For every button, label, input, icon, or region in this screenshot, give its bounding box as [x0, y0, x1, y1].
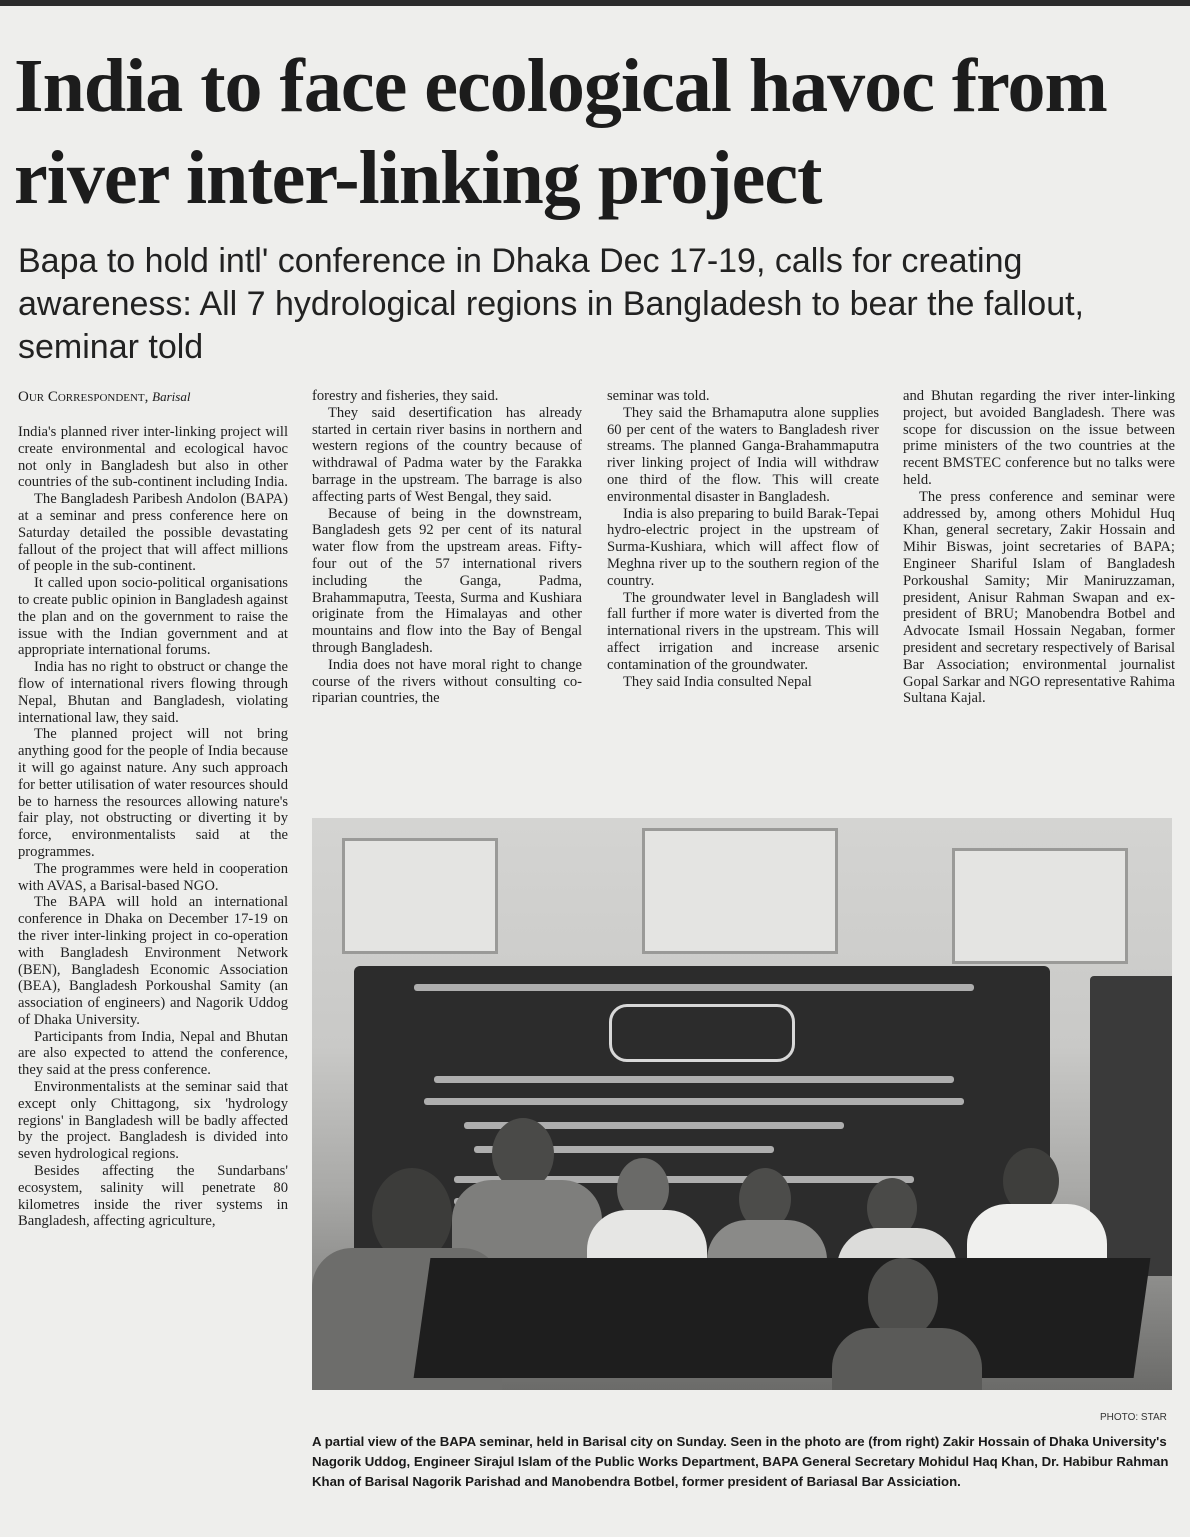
paragraph: The press conference and seminar were addressed by, among others Mohidul Huq Khan, general secretary, Zakir Hossain and Mihir Biswas, joint secretaries of BAPA; Engineer Shariful Islam of Bangladesh Porkoushal Samity; Mir Maniruzzaman, president, Anisur Rahman Swapan and ex-president of BRU; Manobendra Botbel and Advocate Ismail Hossain Negaban, former president and secretary respectively of Barisal Bar Association; environmental journalist Gopal Sarkar and NGO representative Rahima Sultana Kajal.: [903, 488, 1175, 707]
byline: [18, 388, 293, 406]
article-column-2: [312, 388, 582, 707]
paragraph: Besides affecting the Sundarbans' ecosystem, salinity will penetrate 80 kilometres inside the river systems in Bangladesh, affecting agriculture,: [18, 1163, 288, 1230]
paragraph: seminar was told.: [607, 388, 710, 404]
photo-credit: PHOTO: STAR: [1100, 1412, 1167, 1423]
photo-caption: A partial view of the BAPA seminar, held in Barisal city on Sunday. Seen in the photo are (from right) Zakir Hossain of Dhaka University's Nagorik Uddog, Engineer Sirajul Islam of the Public Works Department, BAPA General Secretary Mohidul Haq Khan, Dr. Habibur Rahman Khan of Barisal Nagorik Parishad and Manobendra Botbel, former president of Bariasal Bar Assiciation.: [312, 1434, 1169, 1489]
paragraph: and Bhutan regarding the river inter-linking project, but avoided Bangladesh. There was scope for discussion on the issue between prime ministers of the two countries at the recent BMSTEC conference but no talks were held.: [903, 388, 1175, 488]
window: [342, 838, 498, 954]
paragraph: forestry and fisheries, they said.: [312, 388, 499, 404]
paragraph: They said the Brhamaputra alone supplies 60 per cent of the waters to Bangladesh river streams. The planned Ganga-Brahammaputra river linking project of India will withdraw one third of the flow. This will create environmental disaster in Bangladesh.: [607, 404, 879, 505]
headline: India to face ecological havoc from river inter-linking project: [14, 44, 1107, 220]
paragraph: India's planned river inter-linking project will create environmental and ecological havoc not only in Bangladesh but also in other countries of the sub-continent including India.: [18, 424, 288, 491]
banner-title: [609, 1004, 795, 1062]
top-rule: [0, 0, 1190, 6]
window: [642, 828, 838, 954]
paragraph: The programmes were held in cooperation with AVAS, a Barisal-based NGO.: [18, 860, 288, 894]
paragraph: India does not have moral right to change course of the rivers without consulting co-riparian countries, the: [312, 656, 582, 707]
paragraph: Because of being in the downstream, Bangladesh gets 92 per cent of its natural water flow from the upstream areas. Fifty-four out of the 57 international rivers including the Ganga, Padma, Brahammaputra, Teesta, Surma and Kushiara originate from the Himalayas and other mountains and flow into the Bay of Bengal through Bangladesh.: [312, 505, 582, 656]
seminar-photo: [312, 818, 1172, 1390]
paragraph: The BAPA will hold an international conference in Dhaka on December 17-19 on the river inter-linking project in co-operation with Bangladesh Environment Network (BEN), Bangladesh Economic Association (BEA), Bangladesh Porkoushal Samity (an association of engineers) and Nagorik Uddog of Dhaka University.: [18, 894, 288, 1028]
paragraph: Participants from India, Nepal and Bhutan are also expected to attend the conference, they said at the press conference.: [18, 1028, 288, 1079]
paragraph: The planned project will not bring anything good for the people of India because it will go against nature. Any such approach for better utilisation of water resources should be to harness the resources allowing nature's fair play, not obstructing or diverting it by force, environmentalists said at the programmes.: [18, 726, 288, 860]
paragraph: The Bangladesh Paribesh Andolon (BAPA) at a seminar and press conference here on Saturday detailed the possible devastating fallout of the project that will affect millions of people in the sub-continent.: [18, 491, 288, 575]
article-column-3: [607, 388, 879, 690]
paragraph: They said India consulted Nepal: [623, 673, 812, 690]
paragraph: India has no right to obstruct or change the flow of international rivers flowing through Nepal, Bhutan and Bangladesh, violating international law, they said.: [18, 659, 288, 726]
paragraph: They said desertification has already started in certain river basins in northern and western regions of the country because of withdrawal of Padma water by the Farakka barrage in the upstream. The barrage is also affecting parts of West Bengal, they said.: [312, 404, 582, 505]
window: [952, 848, 1128, 964]
paragraph: It called upon socio-political organisations to create public opinion in Bangladesh against the plan and on the government to raise the issue with the Indian government and at appropriate international forums.: [18, 575, 288, 659]
article-column-4: [903, 388, 1175, 707]
paragraph: The groundwater level in Bangladesh will fall further if more water is diverted from the international rivers in the upstream. This will affect irrigation and increase arsenic contamination of the groundwater.: [607, 589, 879, 673]
paragraph: Environmentalists at the seminar said that except only Chittagong, six 'hydrology regions' in Bangladesh will be badly affected by the project. Bangladesh is divided into seven hydrological regions.: [18, 1079, 288, 1163]
paragraph: India is also preparing to build Barak-Tepai hydro-electric project in the upstream of Surma-Kushiara, which will affect flow of Meghna river up to the southern region of the country.: [607, 505, 879, 589]
byline-place: Barisal: [152, 389, 191, 404]
byline-author: Our Correspondent,: [18, 389, 149, 405]
article-column-1: [18, 424, 288, 1230]
table: [414, 1258, 1151, 1378]
subheadline: Bapa to hold intl' conference in Dhaka Dec 17-19, calls for creating awareness: All 7 hydrological regions in Bangladesh to bear the fallout, seminar told: [18, 242, 1085, 366]
